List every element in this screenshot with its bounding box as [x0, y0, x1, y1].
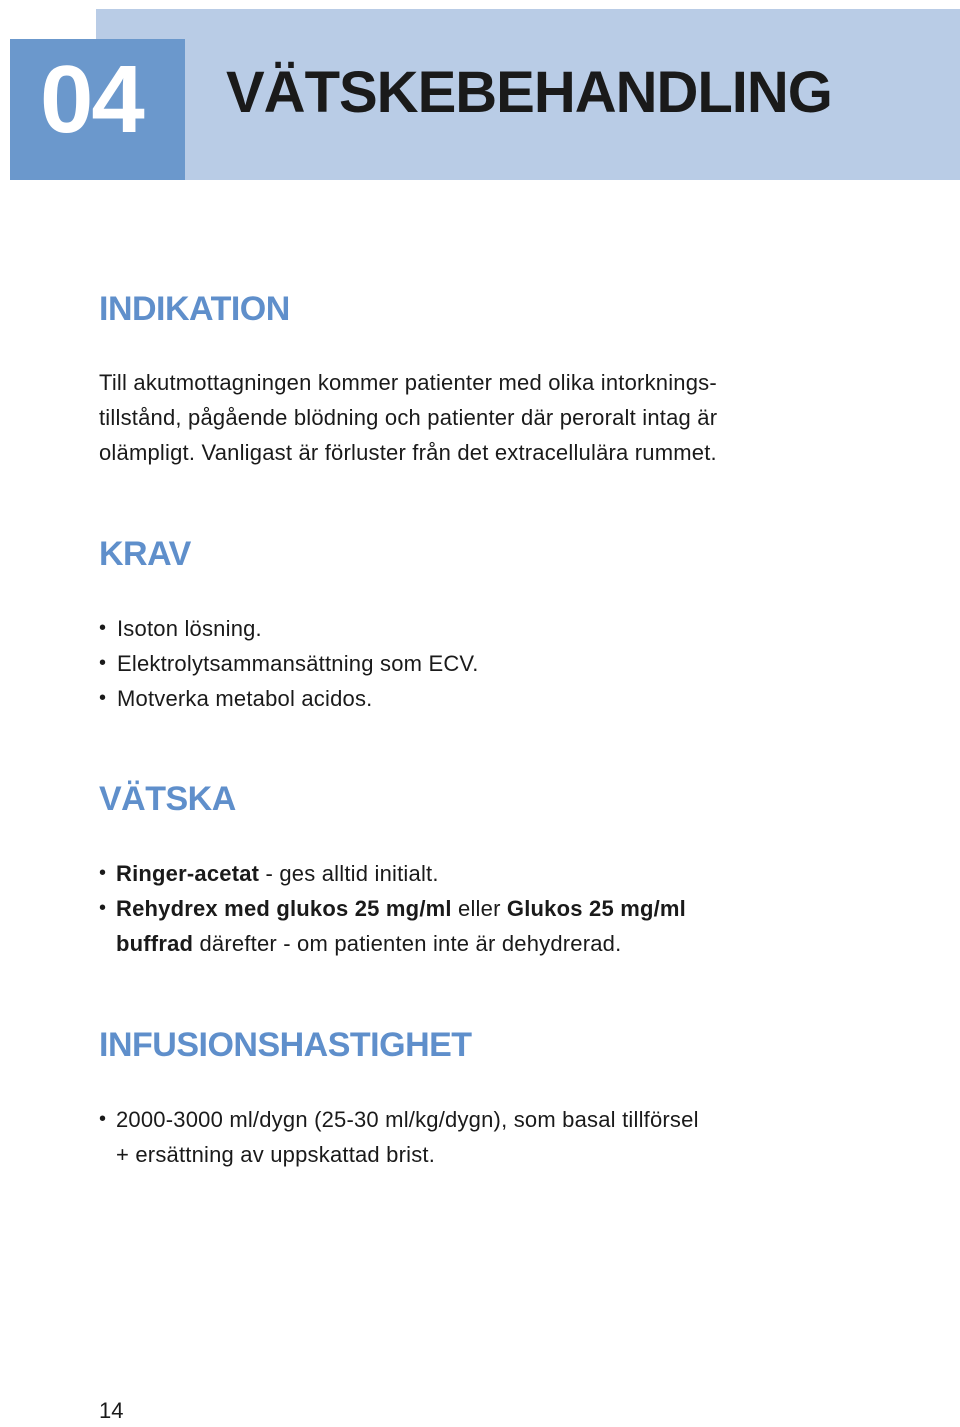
- list-item: [99, 891, 686, 926]
- list-item: • 2000-3000 ml/dygn (25-30 ml/kg/dygn), som basal tillförsel: [99, 1102, 699, 1137]
- list-item: [99, 856, 686, 891]
- fluid-name: Glukos 25 mg/ml: [506, 896, 686, 921]
- fluid-name: buffrad: [116, 931, 194, 956]
- page-number: 14: [99, 1398, 124, 1423]
- paragraph-line: tillstånd, pågående blödning och patienter där peroralt intag är: [99, 405, 718, 430]
- fluid-note: - ges alltid initialt.: [259, 861, 439, 886]
- list-item: • Motverka metabol acidos.: [99, 681, 479, 716]
- infusion-list: [99, 1102, 699, 1172]
- section-heading-krav: KRAV: [99, 535, 191, 573]
- section-heading-infusionshastighet: INFUSIONSHASTIGHET: [99, 1026, 472, 1064]
- connector-text: eller: [451, 896, 507, 921]
- fluid-note: därefter - om patienten inte är dehydrerad.: [193, 931, 622, 956]
- list-item-continuation: [99, 926, 686, 961]
- indikation-paragraph: [99, 365, 717, 470]
- list-item: • Isoton lösning.: [99, 611, 479, 646]
- chapter-title: VÄTSKEBEHANDLING: [226, 60, 832, 125]
- section-heading-indikation: INDIKATION: [99, 290, 290, 328]
- chapter-number: 04: [40, 46, 143, 153]
- fluid-name: Rehydrex med glukos 25 mg/ml: [116, 896, 452, 921]
- paragraph-line: Till akutmottagningen kommer patienter med olika intorknings-: [99, 370, 717, 395]
- paragraph-line: olämpligt. Vanligast är förluster från det extracellulära rummet.: [99, 440, 717, 465]
- list-item-continuation: + ersättning av uppskattad brist.: [116, 1142, 436, 1167]
- krav-list: [99, 611, 479, 716]
- list-item: • Elektrolytsammansättning som ECV.: [99, 646, 479, 681]
- section-heading-vatska: VÄTSKA: [99, 780, 236, 818]
- fluid-name: Ringer-acetat: [116, 861, 260, 886]
- vatska-list: [99, 856, 686, 961]
